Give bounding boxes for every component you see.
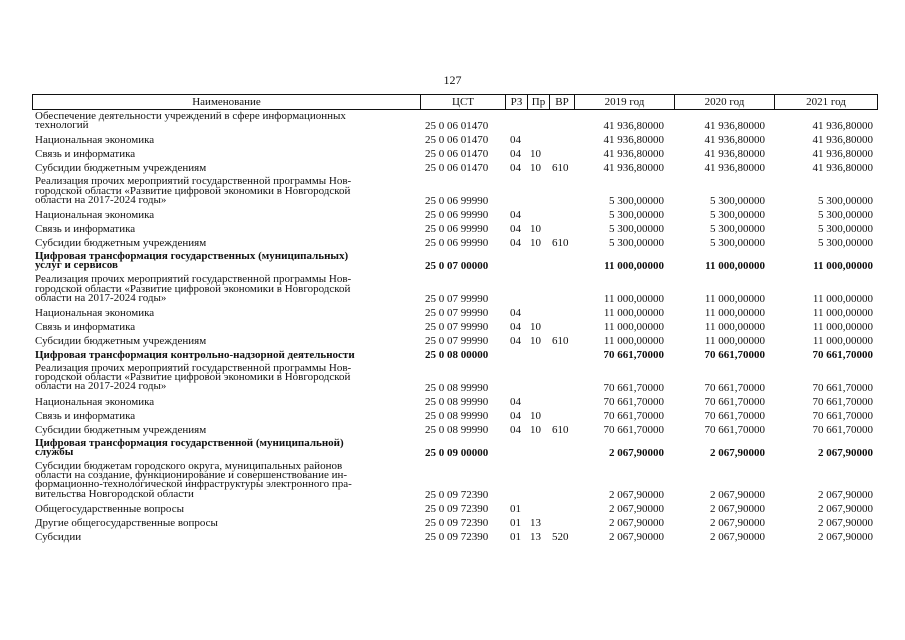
cell-2021: 70 661,70000 [812,409,873,422]
cell-vr: 610 [552,334,569,347]
cell-cst: 25 0 07 99990 [425,306,489,319]
cell-2021: 70 661,70000 [812,348,873,361]
row-name: Национальная экономика [35,208,155,221]
cell-2021: 41 936,80000 [812,148,873,161]
row-name: Субсидии бюджетным учреждениям [35,334,207,347]
cell-pr: 10 [530,320,541,333]
cell-2021: 70 661,70000 [812,423,873,436]
cell-2020: 11 000,00000 [704,320,765,333]
table-row [32,110,877,133]
cell-rz: 01 [510,502,521,515]
cell-cst: 25 0 09 72390 [425,530,489,543]
table-row [32,147,877,161]
cell-2019: 70 661,70000 [603,395,664,408]
cell-rz: 04 [510,208,521,221]
cell-2021: 11 000,00000 [812,292,873,305]
cell-cst: 25 0 09 72390 [425,502,489,515]
row-name: Связь и информатика [35,409,136,422]
cell-2021: 70 661,70000 [812,395,873,408]
cell-cst: 25 0 08 99990 [425,395,489,408]
cell-cst: 25 0 08 99990 [425,423,489,436]
cell-2019: 5 300,00000 [609,236,664,249]
cell-cst: 25 0 06 01470 [425,134,489,147]
cell-2021: 11 000,00000 [813,260,873,273]
cell-pr: 13 [530,516,541,529]
cell-2021: 11 000,00000 [812,306,873,319]
row-name: Национальная экономика [35,306,155,319]
cell-2020: 2 067,90000 [710,530,765,543]
header-cst: ЦСТ [421,95,506,110]
cell-2021: 41 936,80000 [812,162,873,175]
cell-rz: 04 [510,148,521,161]
header-2019: 2019 год [575,95,675,110]
cell-2019: 70 661,70000 [603,423,664,436]
table-row [32,460,877,502]
cell-2021: 11 000,00000 [812,320,873,333]
cell-2021: 2 067,90000 [818,516,873,529]
cell-2020: 41 936,80000 [704,134,765,147]
cell-2021: 5 300,00000 [818,236,873,249]
cell-vr: 520 [552,530,569,543]
header-rz: РЗ [506,95,528,110]
table-row [32,133,877,147]
cell-2019: 41 936,80000 [603,148,664,161]
cell-2020: 41 936,80000 [704,148,765,161]
cell-pr: 10 [530,222,541,235]
cell-cst: 25 0 08 00000 [425,348,489,361]
row-name: Связь и информатика [35,148,136,161]
header-pr: Пр [528,95,550,110]
cell-2021: 5 300,00000 [818,222,873,235]
cell-pr: 10 [530,334,541,347]
table-row [32,530,877,544]
cell-2019: 2 067,90000 [609,446,664,459]
cell-cst: 25 0 06 01470 [425,120,489,133]
row-name: Реализация прочих мероприятий государственной программы Нов- городской области «Развитие цифровой экономики в Новгородской области на 2017-2024 годы» [35,175,352,206]
cell-2021: 2 067,90000 [818,530,873,543]
cell-2020: 5 300,00000 [710,236,765,249]
cell-rz: 04 [510,134,521,147]
cell-cst: 25 0 06 99990 [425,208,489,221]
cell-cst: 25 0 07 99990 [425,292,489,305]
cell-cst: 25 0 06 99990 [425,222,489,235]
row-name: Субсидии бюджетным учреждениям [35,162,207,175]
row-name: Цифровая трансформация контрольно-надзорной деятельности [35,348,355,361]
cell-2020: 11 000,00000 [704,306,765,319]
row-name: Связь и информатика [35,222,136,235]
cell-rz: 04 [510,236,521,249]
row-name: Субсидии бюджетным учреждениям [35,236,207,249]
cell-pr: 13 [530,530,541,543]
cell-2019: 41 936,80000 [603,134,664,147]
header-2020: 2020 год [675,95,775,110]
cell-pr: 10 [530,148,541,161]
cell-2020: 5 300,00000 [710,208,765,221]
cell-2021: 2 067,90000 [818,446,873,459]
cell-2020: 41 936,80000 [704,162,765,175]
table-header [32,94,878,110]
cell-2019: 41 936,80000 [603,162,664,175]
cell-2021: 41 936,80000 [812,134,873,147]
cell-cst: 25 0 07 00000 [425,260,489,273]
table-row [32,306,877,320]
cell-cst: 25 0 08 99990 [425,409,489,422]
cell-2020: 70 661,70000 [704,381,765,394]
cell-cst: 25 0 09 72390 [425,488,489,501]
cell-2021: 5 300,00000 [818,194,873,207]
cell-2020: 70 661,70000 [704,423,765,436]
table-body [32,110,877,544]
cell-rz: 04 [510,334,521,347]
row-name: Субсидии [35,530,82,543]
header-name: Наименование [33,95,421,110]
cell-2021: 5 300,00000 [818,208,873,221]
cell-2019: 70 661,70000 [603,381,664,394]
table-row [32,175,877,208]
row-name: Реализация прочих мероприятий государственной программы Нов- городской области «Развитие цифровой экономики в Новгородской области на 2017-2024 годы» [35,361,352,393]
table-row [32,348,877,362]
cell-rz: 01 [510,516,521,529]
cell-2020: 70 661,70000 [704,395,765,408]
cell-pr: 10 [530,162,541,175]
row-name: Цифровая трансформация государственных (муниципальных) услуг и сервисов [35,249,349,272]
cell-2019: 2 067,90000 [609,502,664,515]
cell-2019: 70 661,70000 [603,409,664,422]
cell-2020: 2 067,90000 [710,502,765,515]
cell-cst: 25 0 07 99990 [425,334,489,347]
cell-2020: 2 067,90000 [710,516,765,529]
cell-rz: 04 [510,222,521,235]
table-row [32,161,877,175]
table-row [32,437,877,460]
cell-2019: 2 067,90000 [609,530,664,543]
table-row [32,395,877,409]
header-2021: 2021 год [775,95,878,110]
cell-2020: 70 661,70000 [704,409,765,422]
table-row [32,334,877,348]
cell-cst: 25 0 06 99990 [425,236,489,249]
cell-2019: 2 067,90000 [609,516,664,529]
cell-vr: 610 [552,423,569,436]
cell-rz: 04 [510,306,521,319]
table-row [32,236,877,250]
cell-2019: 11 000,00000 [604,260,664,273]
table-row [32,516,877,530]
cell-cst: 25 0 08 99990 [425,381,489,394]
cell-cst: 25 0 06 01470 [425,162,489,175]
table-row [32,208,877,222]
row-name: Общегосударственные вопросы [35,502,184,515]
header-vr: ВР [550,95,575,110]
cell-2020: 11 000,00000 [704,334,765,347]
cell-2019: 5 300,00000 [609,208,664,221]
row-name: Субсидии бюджетным учреждениям [35,423,207,436]
cell-vr: 610 [552,236,569,249]
cell-2020: 11 000,00000 [704,292,765,305]
row-name: Связь и информатика [35,320,136,333]
table-row [32,273,877,306]
table-row [32,222,877,236]
cell-rz: 04 [510,395,521,408]
cell-2019: 11 000,00000 [603,306,664,319]
cell-2019: 11 000,00000 [603,320,664,333]
cell-2020: 70 661,70000 [704,348,765,361]
cell-pr: 10 [530,423,541,436]
table-row [32,320,877,334]
cell-2021: 2 067,90000 [818,488,873,501]
cell-2020: 2 067,90000 [710,488,765,501]
cell-rz: 01 [510,530,521,543]
row-name: Другие общегосударственные вопросы [35,516,218,529]
cell-vr: 610 [552,162,569,175]
cell-2020: 5 300,00000 [710,222,765,235]
table-row [32,409,877,423]
cell-2020: 41 936,80000 [704,120,765,133]
cell-rz: 04 [510,320,521,333]
row-name: Национальная экономика [35,395,155,408]
row-name: Реализация прочих мероприятий государственной программы Нов- городской области «Развитие цифровой экономики в Новгородской области на 2017-2024 годы» [35,273,352,304]
cell-2021: 11 000,00000 [812,334,873,347]
cell-2020: 5 300,00000 [710,194,765,207]
cell-pr: 10 [530,236,541,249]
cell-2019: 11 000,00000 [603,334,664,347]
table-row [32,423,877,437]
cell-cst: 25 0 07 99990 [425,320,489,333]
cell-cst: 25 0 09 00000 [425,446,489,459]
cell-2019: 11 000,00000 [603,292,664,305]
cell-2019: 5 300,00000 [609,222,664,235]
table-row [32,362,877,395]
cell-2021: 2 067,90000 [818,502,873,515]
cell-2019: 2 067,90000 [609,488,664,501]
cell-cst: 25 0 09 72390 [425,516,489,529]
row-name: Субсидии бюджетам городского округа, муниципальных районов области на создание, функционирование и совершенствование ин- формационно-технологической инфраструктуры электронного пра- вительства Новгородской области [35,459,352,500]
cell-rz: 04 [510,409,521,422]
cell-2019: 70 661,70000 [603,348,664,361]
cell-2020: 11 000,00000 [705,260,765,273]
table-row [32,502,877,516]
cell-rz: 04 [510,162,521,175]
table-row [32,250,877,273]
cell-2021: 41 936,80000 [812,120,873,133]
cell-2019: 5 300,00000 [609,194,664,207]
row-name: Цифровая трансформация государственной (муниципальной) службы [35,436,344,458]
row-name: Национальная экономика [35,134,155,147]
cell-cst: 25 0 06 99990 [425,194,489,207]
cell-2020: 2 067,90000 [710,446,765,459]
row-name: Обеспечение деятельности учреждений в сфере информационных технологий [35,110,346,132]
cell-2019: 41 936,80000 [603,120,664,133]
page-number: 127 [443,73,462,87]
cell-2021: 70 661,70000 [812,381,873,394]
cell-rz: 04 [510,423,521,436]
cell-cst: 25 0 06 01470 [425,148,489,161]
cell-pr: 10 [530,409,541,422]
